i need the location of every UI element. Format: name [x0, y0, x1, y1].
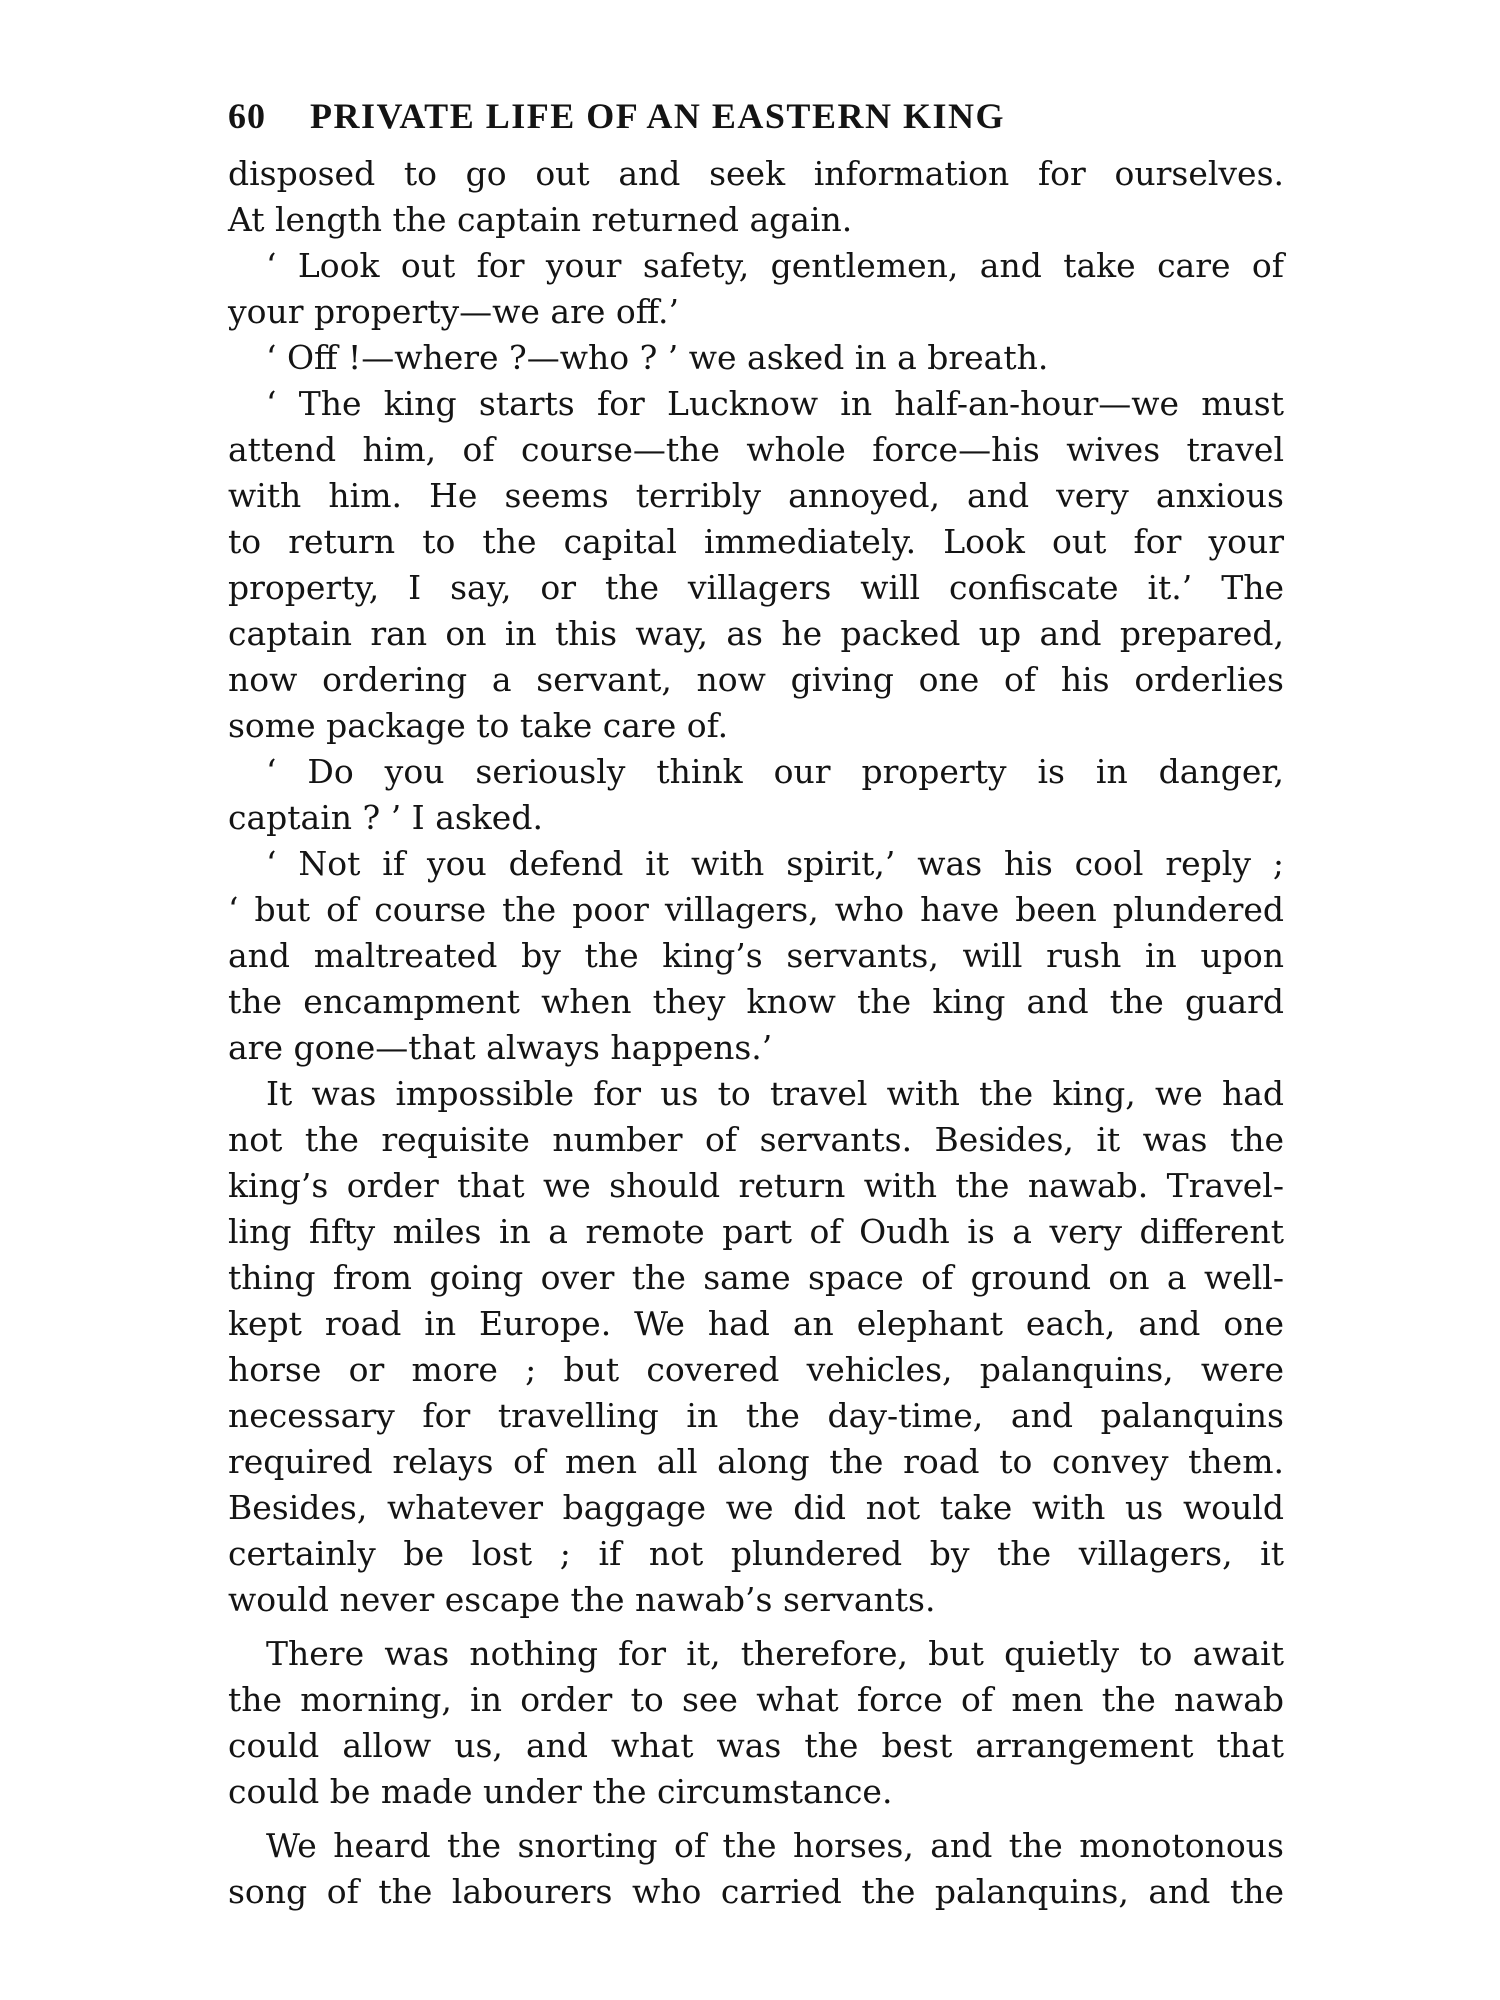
text-line: and maltreated by the king’s servants, will rush in upon: [228, 936, 1284, 975]
text-line: horse or more ; but covered vehicles, palanquins, were: [228, 1350, 1284, 1389]
text-line: would never escape the nawab’s servants.: [228, 1580, 936, 1619]
page-number: 60: [228, 96, 266, 136]
text-line: thing from going over the same space of ground on a well-: [228, 1258, 1284, 1297]
running-head: [228, 95, 1284, 151]
text-line: ‘ but of course the poor villagers, who have been plundered: [228, 890, 1284, 929]
text-line: to return to the capital immediately. Look out for your: [228, 522, 1284, 561]
body-text: [228, 151, 1284, 1915]
text-line: song of the labourers who carried the palanquins, and the: [228, 1872, 1284, 1911]
text-line: necessary for travelling in the day-time, and palanquins: [228, 1396, 1284, 1435]
text-line: captain ? ’ I asked.: [228, 798, 543, 837]
text-line: disposed to go out and seek information for ourselves.: [228, 154, 1284, 193]
book-title: PRIVATE LIFE OF AN EASTERN KING: [310, 96, 1005, 136]
text-line: It was impossible for us to travel with the king, we had: [266, 1074, 1284, 1113]
text-line: could allow us, and what was the best arrangement that: [228, 1726, 1284, 1765]
text-line: the morning, in order to see what force of men the nawab: [228, 1680, 1284, 1719]
text-line: some package to take care of.: [228, 706, 729, 745]
text-line: property, I say, or the villagers will confiscate it.’ The: [228, 568, 1284, 607]
text-line: ling fifty miles in a remote part of Oudh is a very different: [228, 1212, 1284, 1251]
text-line: ‘ Do you seriously think our property is in danger,: [266, 752, 1284, 791]
text-line: ‘ Look out for your safety, gentlemen, and take care of: [266, 246, 1284, 285]
text-line: ‘ Off !—where ?—who ? ’ we asked in a breath.: [266, 338, 1049, 377]
text-line: attend him, of course—the whole force—his wives travel: [228, 430, 1284, 469]
text-line: not the requisite number of servants. Besides, it was the: [228, 1120, 1284, 1159]
text-line: king’s order that we should return with the nawab. Travel-: [228, 1166, 1284, 1205]
text-line: now ordering a servant, now giving one of his orderlies: [228, 660, 1284, 699]
text-line: At length the captain returned again.: [228, 200, 853, 239]
text-line: ‘ The king starts for Lucknow in half-an-hour—we must: [266, 384, 1284, 423]
text-line: your property—we are off.’: [228, 292, 679, 331]
text-line: We heard the snorting of the horses, and the monotonous: [266, 1826, 1284, 1865]
text-line: There was nothing for it, therefore, but quietly to await: [266, 1634, 1284, 1673]
text-line: are gone—that always happens.’: [228, 1028, 773, 1067]
text-line: required relays of men all along the road to convey them.: [228, 1442, 1284, 1481]
text-line: kept road in Europe. We had an elephant each, and one: [228, 1304, 1284, 1343]
text-line: with him. He seems terribly annoyed, and very anxious: [228, 476, 1284, 515]
text-line: the encampment when they know the king and the guard: [228, 982, 1284, 1021]
book-page: [228, 95, 1284, 1915]
text-line: ‘ Not if you defend it with spirit,’ was his cool reply ;: [266, 844, 1284, 883]
text-line: certainly be lost ; if not plundered by the villagers, it: [228, 1534, 1284, 1573]
text-line: could be made under the circumstance.: [228, 1772, 893, 1811]
text-line: Besides, whatever baggage we did not take with us would: [228, 1488, 1284, 1527]
text-line: captain ran on in this way, as he packed up and prepared,: [228, 614, 1284, 653]
